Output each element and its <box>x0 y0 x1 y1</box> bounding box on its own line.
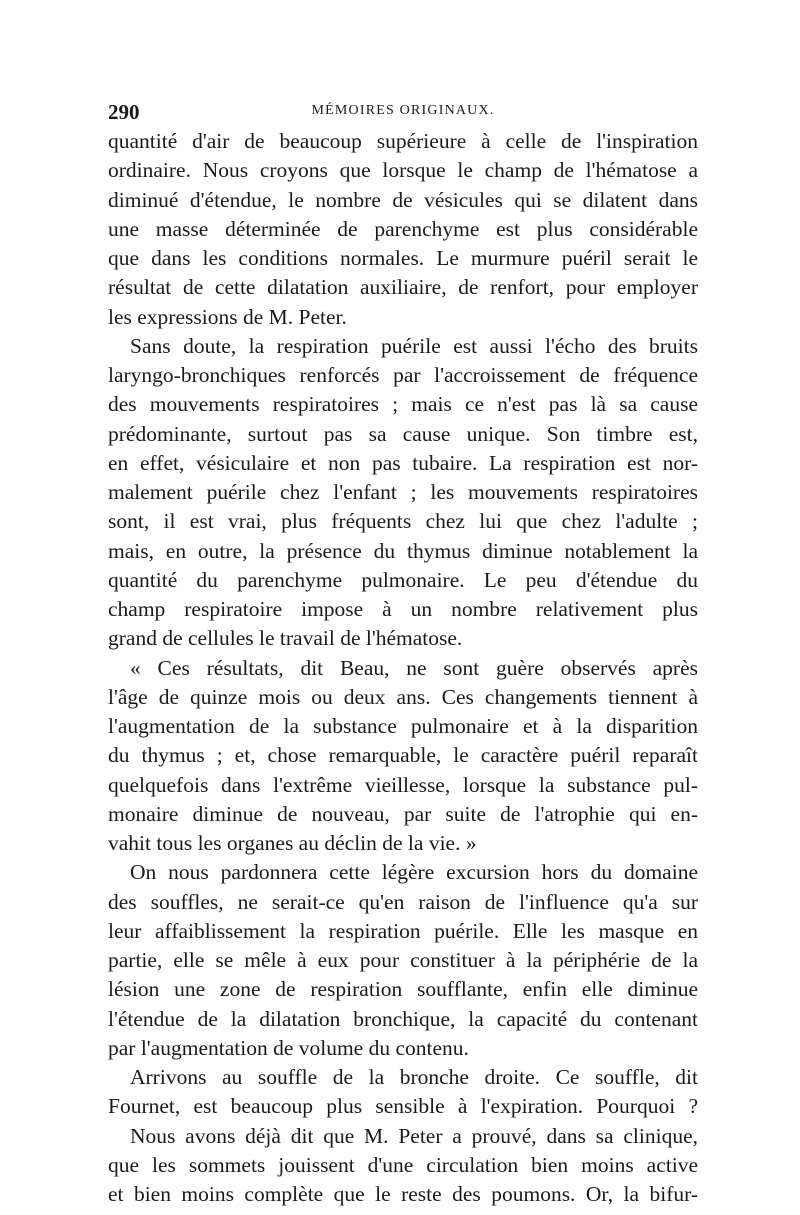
text-line: vahit tous les organes au déclin de la vie. » <box>108 831 477 855</box>
text-line: quelquefois dans l'extrême vieillesse, lorsque la substance pul- <box>108 772 698 797</box>
text-line: les expressions de M. Peter. <box>108 304 347 329</box>
text-line: « Ces résultats, dit Beau, ne sont guère observés après <box>130 655 698 680</box>
text-line: laryngo-bronchiques renforcés par l'accroissement de fréquence <box>108 363 698 387</box>
text-line: résultat de cette dilatation auxiliaire, de renfort, pour employer <box>108 275 698 300</box>
text-line: l'augmentation de la substance pulmonaire et à la disparition <box>108 714 698 738</box>
running-header <box>108 100 698 124</box>
text-line: en effet, vésiculaire et non pas tubaire. La respiration est nor- <box>108 450 698 475</box>
text-line: des souffles, ne serait-ce qu'en raison de l'influence qu'a sur <box>108 889 698 914</box>
text-line: du thymus ; et, chose remarquable, le caractère puéril reparaît <box>108 743 698 768</box>
text-line: et bien moins complète que le reste des poumons. Or, la bifur- <box>108 1182 698 1206</box>
text-line: prédominante, surtout pas sa cause unique. Son timbre est, <box>108 421 698 446</box>
text-line: l'étendue de la dilatation bronchique, la capacité du contenant <box>108 1006 698 1031</box>
text-line: quantité du parenchyme pulmonaire. Le peu d'étendue du <box>108 567 698 592</box>
text-line: Sans doute, la respiration puérile est aussi l'écho des bruits <box>130 333 698 358</box>
text-line: monaire diminue de nouveau, par suite de l'atrophie qui en- <box>108 801 698 826</box>
text-line: lésion une zone de respiration soufflante, enfin elle diminue <box>108 977 698 1002</box>
text-line: Nous avons déjà dit que M. Peter a prouvé, dans sa clinique, <box>130 1123 698 1148</box>
text-line: des mouvements respiratoires ; mais ce n'est pas là sa cause <box>108 392 698 417</box>
text-line: malement puérile chez l'enfant ; les mouvements respiratoires <box>108 480 698 504</box>
text-line: que les sommets jouissent d'une circulation bien moins active <box>108 1152 698 1177</box>
text-line: une masse déterminée de parenchyme est plus considérable <box>108 216 698 241</box>
text-line: sont, il est vrai, plus fréquents chez lui que chez l'adulte ; <box>108 509 698 534</box>
text-line: mais, en outre, la présence du thymus diminue notablement la <box>108 538 698 563</box>
running-title: MÉMOIRES ORIGINAUX. <box>311 103 495 118</box>
text-line: l'âge de quinze mois ou deux ans. Ces changements tiennent à <box>108 684 698 709</box>
text-line: Arrivons au souffle de la bronche droite. Ce souffle, dit <box>130 1065 698 1089</box>
page-number: 290 <box>108 100 140 124</box>
text-line: partie, elle se mêle à eux pour constituer à la périphérie de la <box>108 948 698 972</box>
text-line: par l'augmentation de volume du contenu. <box>108 1035 469 1060</box>
text-line: que dans les conditions normales. Le murmure puéril serait le <box>108 246 698 270</box>
body-text <box>108 127 698 1209</box>
text-line: ordinaire. Nous croyons que lorsque le champ de l'hématose a <box>108 158 698 183</box>
text-line: diminué d'étendue, le nombre de vésicules qui se dilatent dans <box>108 187 698 212</box>
text-line: On nous pardonnera cette légère excursion hors du domaine <box>130 860 698 885</box>
text-line: grand de cellules le travail de l'hématose. <box>108 626 463 651</box>
text-line: champ respiratoire impose à un nombre relativement plus <box>108 597 698 621</box>
text-line: leur affaiblissement la respiration puérile. Elle les masque en <box>108 918 698 943</box>
text-line: quantité d'air de beaucoup supérieure à celle de l'inspiration <box>108 129 698 153</box>
text-line: Fournet, est beaucoup plus sensible à l'expiration. Pourquoi ? <box>108 1094 698 1119</box>
